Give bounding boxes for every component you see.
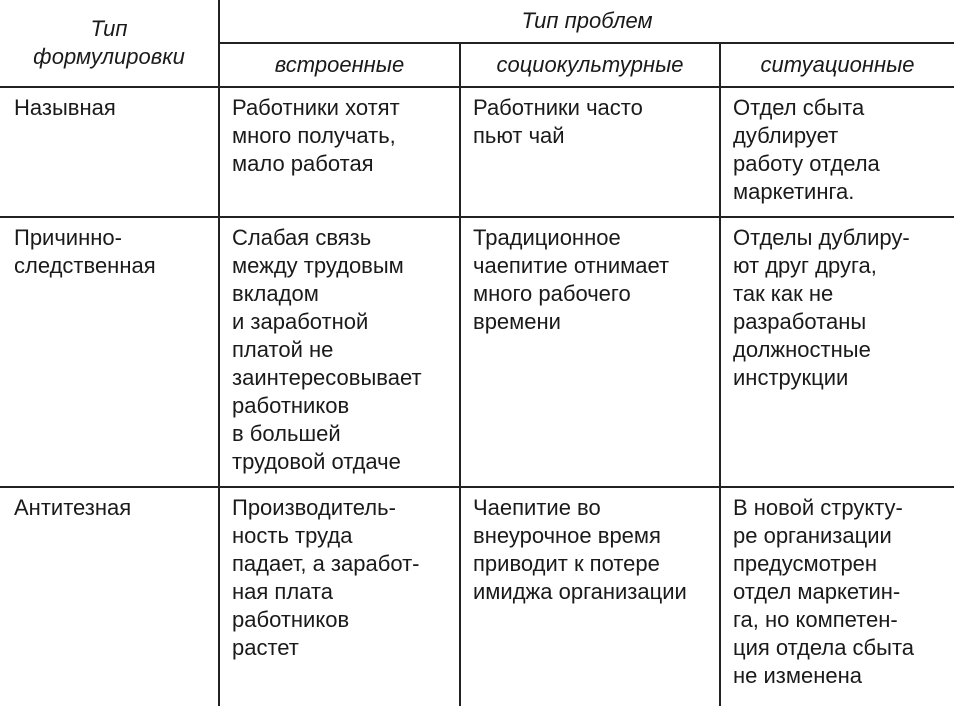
row-label: Причинно- следственная: [14, 225, 156, 278]
table-cell: [460, 87, 720, 217]
table-cell: [460, 217, 720, 487]
corner-header: Тип формулировки: [33, 16, 185, 69]
cell-text: Слабая связь между трудовым вкладом и заработной платой не заинтересовывает работников в большей трудовой отдаче: [232, 225, 422, 474]
table-cell: [219, 217, 460, 487]
cell-text: Производитель- ность труда падает, а заработ- ная плата работников растет: [232, 495, 420, 660]
row-header-cell: [0, 217, 219, 487]
column-header-embedded: встроенные: [274, 52, 405, 77]
cell-text: Работники часто пьют чай: [473, 95, 643, 148]
group-header-cell: [219, 0, 954, 43]
cell-text: В новой структу- ре организации предусмотрен отдел маркетин- га, но компетен- ция отдела сбыта не изменена: [733, 495, 915, 688]
table-cell: [460, 487, 720, 706]
column-header-situational: ситуационные: [760, 52, 915, 77]
cell-text: Чаепитие во внеурочное время приводит к потере имиджа организации: [473, 495, 687, 604]
table-cell: [720, 217, 954, 487]
header-row-group: [0, 0, 954, 43]
column-header-cell: [460, 43, 720, 87]
column-header-sociocultural: социокультурные: [496, 52, 684, 77]
cell-text: Традиционное чаепитие отнимает много рабочего времени: [473, 225, 670, 334]
column-header-cell: [219, 43, 460, 87]
row-header-cell: [0, 87, 219, 217]
corner-header-cell: [0, 0, 219, 87]
group-header: Тип проблем: [521, 8, 653, 33]
table-row: [0, 87, 954, 217]
table-cell: [720, 487, 954, 706]
table-row: [0, 217, 954, 487]
table-cell: [219, 87, 460, 217]
row-header-cell: [0, 487, 219, 706]
row-label: Антитезная: [14, 495, 132, 520]
table-cell: [219, 487, 460, 706]
column-header-cell: [720, 43, 954, 87]
row-label: Назывная: [14, 95, 116, 120]
table-cell: [720, 87, 954, 217]
cell-text: Отделы дублиру- ют друг друга, так как не разработаны должностные инструкции: [733, 225, 910, 390]
cell-text: Работники хотят много получать, мало работая: [232, 95, 400, 176]
table-row: [0, 487, 954, 706]
cell-text: Отдел сбыта дублирует работу отдела маркетинга.: [733, 95, 880, 204]
